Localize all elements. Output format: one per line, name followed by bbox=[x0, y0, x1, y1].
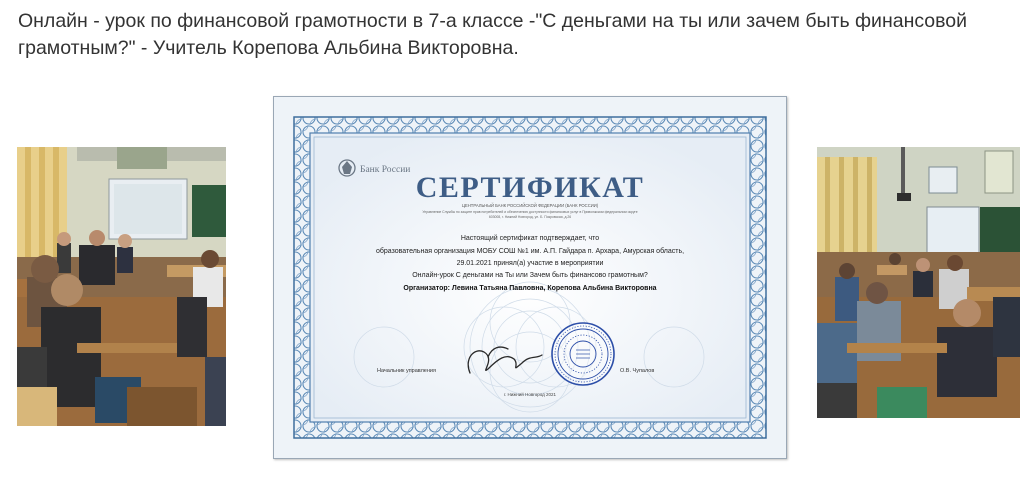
page-headline: Онлайн - урок по финансовой грамотности в 7-а классе -"С деньгами на ты или зачем быть финансовой грамотным?" - Учитель Корепова Альбина Викторовна. bbox=[18, 10, 968, 59]
classroom-photo-left-image bbox=[17, 147, 226, 426]
body-line-2: образовательная организация МОБУ СОШ №1 им. А.П. Гайдара п. Архара, Амурская область, bbox=[375, 248, 685, 255]
body-line-1: Настоящий сертификат подтверждает, что bbox=[460, 235, 600, 242]
place-year: г. Нижний Новгород 2021 bbox=[503, 392, 557, 397]
signer-title: Начальник управления bbox=[377, 368, 436, 374]
issuer-line-1: ЦЕНТРАЛЬНЫЙ БАНК РОССИЙСКОЙ ФЕДЕРАЦИИ (БАНК РОССИИ) bbox=[461, 203, 599, 208]
classroom-photo-right[interactable] bbox=[817, 147, 1020, 418]
issuer-logo-text: Банк России bbox=[360, 165, 411, 175]
body-line-3: 29.01.2021 принял(а) участие в мероприятии bbox=[456, 260, 604, 267]
certificate-image[interactable] bbox=[273, 96, 787, 459]
issuer-line-3: 603008, г. Нижний Новгород, ул. Б. Покровская, д.26 bbox=[488, 215, 572, 219]
body-line-4: Онлайн-урок С деньгами на Ты или Зачем быть финансово грамотным? bbox=[412, 272, 648, 279]
official-stamp-image bbox=[552, 323, 614, 385]
certificate-title: СЕРТИФИКАТ bbox=[415, 171, 645, 204]
classroom-photo-left[interactable] bbox=[17, 147, 226, 426]
signer-name: О.В. Чупалов bbox=[620, 368, 655, 374]
organizer-line: Организатор: Левина Татьяна Павловна, Корепова Альбина Викторовна bbox=[403, 285, 657, 292]
issuer-line-2: Управление Службы по защите прав потребителей и обеспечению доступности финансовых услуг в Приволжском федеральном округе bbox=[422, 210, 638, 214]
certificate bbox=[274, 97, 786, 458]
classroom-photo-right-image bbox=[817, 147, 1020, 418]
